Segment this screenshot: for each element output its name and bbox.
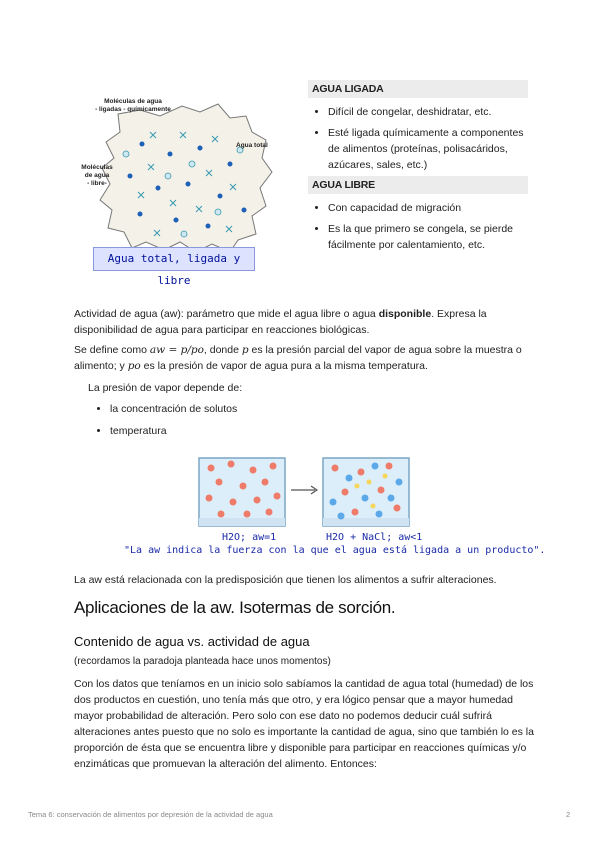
list-item: • Con capacidad de migración — [328, 200, 528, 216]
subsection-heading: Contenido de agua vs. actividad de agua — [74, 634, 310, 649]
agua-ligada-section — [308, 80, 528, 178]
label-free-water: Moléculas de agua - libre- — [81, 164, 113, 187]
list-item: • temperatura — [110, 420, 237, 442]
water-types-figure — [80, 92, 280, 272]
vapor-factors-list — [96, 398, 237, 442]
aw-formula: aw = p/po — [149, 344, 204, 356]
bold-disponible: disponible — [378, 308, 432, 320]
list-item: • la concentración de solutos — [110, 398, 237, 420]
figure-caption: Agua total, ligada y libre — [93, 247, 255, 271]
aw-relation-text: La aw está relacionada con la predisposición que tienen los alimentos a sufrir alteraciones. — [74, 574, 497, 586]
agua-ligada-heading: AGUA LIGADA — [308, 80, 528, 98]
agua-libre-list — [308, 200, 528, 253]
label-pure-water: H2O; aw=1 — [222, 532, 277, 543]
agua-libre-heading: AGUA LIBRE — [308, 176, 528, 194]
aw-definition: Actividad de agua (aw): parámetro que mide el agua libre o agua disponible. Expresa la disponibilidad de agua para participar en reacciones biológicas. — [74, 308, 487, 336]
page-number: 2 — [566, 810, 571, 819]
recall-note: (recordamos la paradoja planteada hace unos momentos) — [74, 656, 331, 667]
list-item: • Difícil de congelar, deshidratar, etc. — [328, 104, 528, 120]
section-heading: Aplicaciones de la aw. Isotermas de sorción. — [74, 598, 396, 617]
list-item: • Esté ligada químicamente a componentes de alimentos (proteínas, polisacáridos, azúcares, sales, etc.) — [328, 125, 528, 173]
body-paragraph: Con los datos que teníamos en un inicio solo sabíamos la cantidad de agua total (humedad) de los dos productos en cuestión, uno tenía más que otro, y era lógico pensar que a mayor humedad mayor probabilidad de alteración. Pero solo con ese dato no podemos deducir cuál sufrirá alteraciones antes puesto que no solo es importante la cantidad de agua, sino que también lo es la proporción de ésta que se encuentra libre y disponible para participar en reacciones químicas y/o enzimáticas que promuevan la alteración del alimento. Entonces: — [74, 678, 534, 770]
label-bound-water: Moléculas de agua - ligadas - químicamente — [95, 98, 171, 113]
label-total-water: Agua total — [236, 142, 268, 149]
aw-quote: "La aw indica la fuerza con la que el agua está ligada a un producto". — [124, 545, 546, 556]
label-salt-water: H2O + NaCl; aw<1 — [326, 532, 423, 543]
agua-ligada-list — [308, 104, 528, 173]
beakers-figure — [195, 452, 415, 532]
list-item: • Es la que primero se congela, se pierde fácilmente por calentamiento, etc. — [328, 221, 528, 253]
page-footer: Tema 6: conservación de alimentos por depresión de la actividad de agua — [28, 810, 273, 819]
agua-libre-section — [308, 176, 528, 258]
vapor-intro: La presión de vapor depende de: — [88, 382, 243, 394]
aw-formula-paragraph: Se define como aw = p/po, donde p es la presión parcial del vapor de agua sobre la muestra o alimento; y po es la presión de vapor de agua pura a la misma temperatura. — [74, 344, 522, 372]
